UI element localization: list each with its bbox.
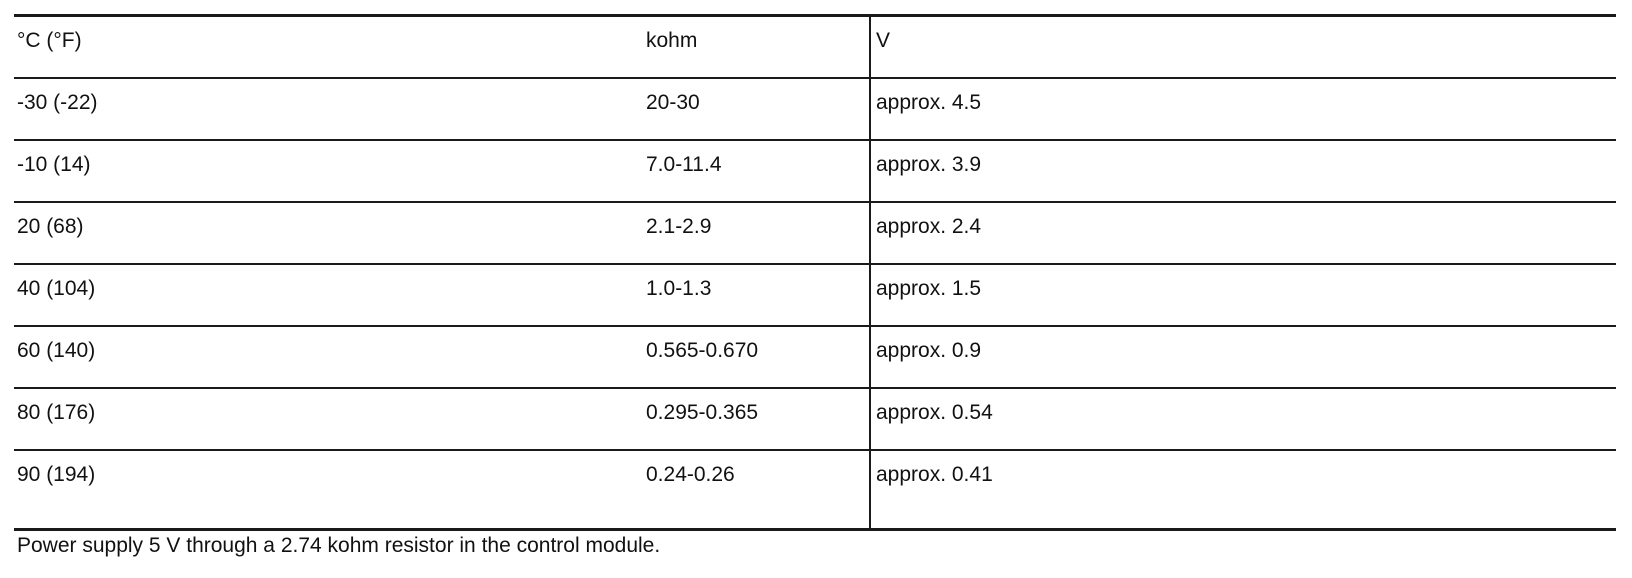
- cell-temperature: 90 (194): [14, 450, 640, 530]
- table-row: [14, 140, 1616, 202]
- header-resistance: kohm: [640, 16, 870, 78]
- cell-temperature: 80 (176): [14, 388, 640, 450]
- header-temperature: °C (°F): [14, 16, 640, 78]
- cell-resistance: 20-30: [640, 78, 870, 140]
- cell-voltage: approx. 0.9: [870, 326, 1616, 388]
- cell-resistance: 7.0-11.4: [640, 140, 870, 202]
- table-row: [14, 264, 1616, 326]
- table-header-row: [14, 16, 1616, 78]
- cell-temperature: 20 (68): [14, 202, 640, 264]
- table-row: [14, 326, 1616, 388]
- cell-voltage: approx. 2.4: [870, 202, 1616, 264]
- cell-resistance: 0.24-0.26: [640, 450, 870, 530]
- table-row: [14, 202, 1616, 264]
- cell-resistance: 0.565-0.670: [640, 326, 870, 388]
- cell-resistance: 1.0-1.3: [640, 264, 870, 326]
- table-row: [14, 388, 1616, 450]
- cell-temperature: -10 (14): [14, 140, 640, 202]
- cell-voltage: approx. 0.54: [870, 388, 1616, 450]
- table-row: [14, 450, 1616, 530]
- cell-resistance: 2.1-2.9: [640, 202, 870, 264]
- cell-temperature: 60 (140): [14, 326, 640, 388]
- header-voltage: V: [870, 16, 1616, 78]
- cell-voltage: approx. 3.9: [870, 140, 1616, 202]
- cell-voltage: approx. 1.5: [870, 264, 1616, 326]
- document: [14, 14, 1616, 559]
- resistance-table: [14, 14, 1616, 531]
- cell-voltage: approx. 4.5: [870, 78, 1616, 140]
- cell-temperature: 40 (104): [14, 264, 640, 326]
- cell-temperature: -30 (-22): [14, 78, 640, 140]
- table-row: [14, 78, 1616, 140]
- cell-resistance: 0.295-0.365: [640, 388, 870, 450]
- footnote: Power supply 5 V through a 2.74 kohm resistor in the control module.: [17, 534, 661, 557]
- cell-voltage: approx. 0.41: [870, 450, 1616, 530]
